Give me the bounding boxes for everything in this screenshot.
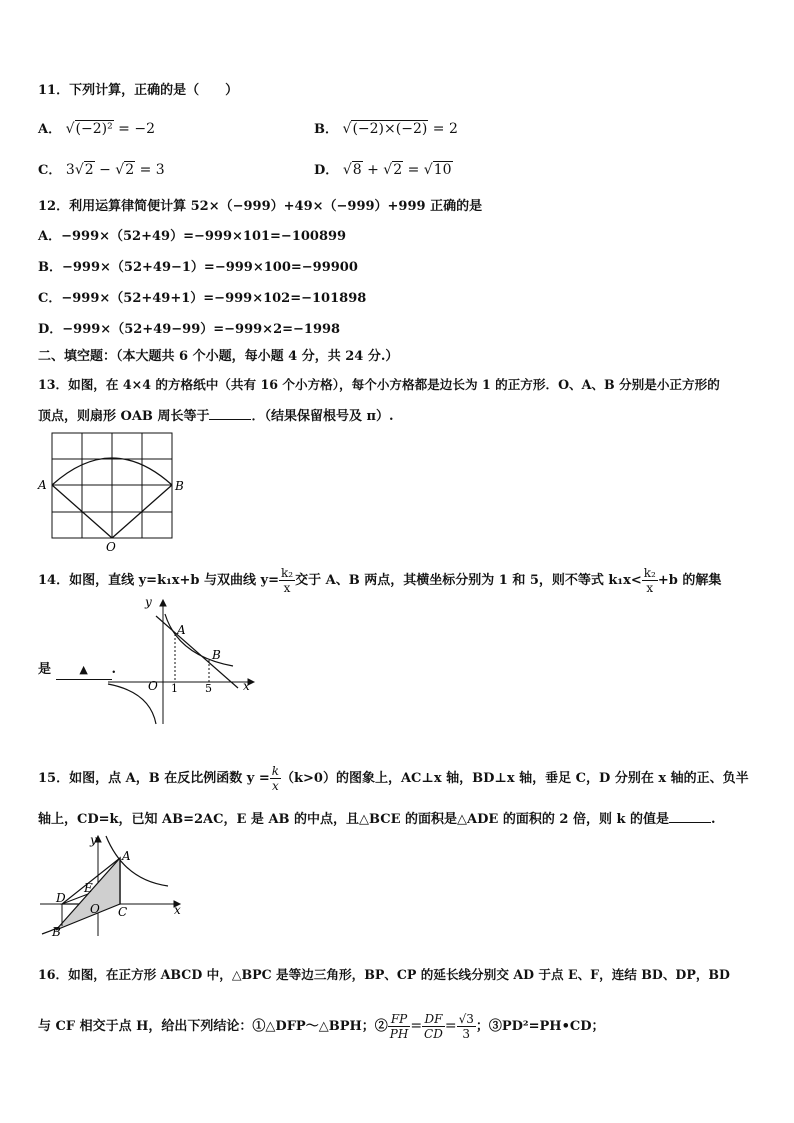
- label-x: x: [243, 679, 250, 693]
- label-b: B: [52, 925, 61, 939]
- fraction: [279, 566, 295, 595]
- line-ab: [156, 616, 238, 688]
- q16-line2: [38, 1012, 605, 1041]
- label-o: O: [106, 540, 116, 554]
- label-b: B: [175, 479, 184, 493]
- q11-option-d: D． √8 + √2 = √10: [314, 162, 452, 178]
- label-c: C: [118, 905, 128, 919]
- label-o: O: [148, 679, 158, 693]
- q11-option-a: A． √(−2)² = −2: [38, 121, 156, 137]
- q15-line2: [38, 810, 716, 829]
- numerator: k₂: [281, 566, 294, 580]
- q13-line1: 13．如图，在 4×4 的方格纸中（共有 16 个小方格），每个小方格都是边长为 1 的正方形．O、A、B 分别是小正方形的: [38, 377, 720, 392]
- q13-line2: [38, 407, 394, 426]
- q12-stem: 12．利用运算律简便计算 52×（−999）+49×（−999）+999 正确的是: [38, 199, 483, 214]
- op: =: [444, 1018, 457, 1034]
- denominator: x: [646, 581, 654, 595]
- op: −: [94, 162, 116, 178]
- q13-figure: [36, 428, 186, 554]
- q16-line1: 16．如图，在正方形 ABCD 中，△BPC 是等边三角形，BP、CP 的延长线分别交 AD 于点 E、F，连结 BD、DP，BD: [38, 967, 730, 982]
- section-heading: 二、填空题：（本大题共 6 个小题，每小题 4 分，共 24 分.）: [38, 349, 399, 364]
- fraction: [270, 764, 281, 793]
- denominator: x: [283, 581, 291, 595]
- label-e: E: [84, 881, 93, 895]
- option-label: C．: [38, 163, 62, 178]
- q14-figure: [100, 592, 260, 730]
- numerator: DF: [422, 1012, 445, 1027]
- label-d: D: [56, 891, 66, 905]
- label-a: A: [177, 623, 186, 637]
- tick-5: 5: [205, 682, 212, 695]
- numerator: k₂: [643, 566, 656, 580]
- label-y: y: [90, 833, 97, 847]
- text: 与 CF 相交于点 H，给出下列结论：①△DFP～△BPH；②: [38, 1019, 388, 1034]
- expr-rest: = 2: [428, 121, 458, 137]
- text: 交于 A、B 两点，其横坐标分别为 1 和 5，则不等式 k₁x<: [295, 573, 642, 588]
- q14-line1: [38, 566, 721, 595]
- denominator: CD: [424, 1027, 443, 1041]
- radicand: 2: [84, 162, 94, 178]
- label-y: y: [145, 595, 152, 609]
- tick-1: 1: [171, 682, 178, 695]
- fraction: [642, 566, 658, 595]
- expr-rest: = −2: [113, 121, 156, 137]
- q15-line1: [38, 764, 749, 793]
- radicand: 8: [352, 162, 362, 178]
- q12-option-c: C．−999×（52+49+1）=−999×102=−101898: [38, 291, 367, 306]
- denominator: PH: [389, 1027, 409, 1041]
- numerator: k: [271, 764, 279, 778]
- radicand: 2: [125, 162, 135, 178]
- label-a: A: [38, 478, 47, 492]
- numerator: FP: [388, 1012, 411, 1027]
- q12-option-a: A．−999×（52+49）=−999×101=−100899: [38, 229, 347, 244]
- radicand: 10: [433, 162, 452, 178]
- op: =: [403, 162, 424, 178]
- op: =: [410, 1018, 423, 1034]
- answer-blank: [209, 407, 251, 420]
- text: 是: [38, 662, 52, 677]
- label-o: O: [90, 902, 100, 916]
- option-label: D．: [314, 163, 339, 178]
- q11-option-b: B． √(−2)×(−2) = 2: [314, 121, 458, 137]
- text: .: [111, 662, 117, 677]
- option-label: A．: [38, 122, 62, 137]
- option-label: B．: [314, 122, 338, 137]
- text: .: [711, 812, 716, 827]
- text: 14．如图，直线 y=k₁x+b 与双曲线 y=: [38, 573, 279, 588]
- coef: 3: [65, 162, 75, 178]
- expr-rest: = 3: [135, 162, 165, 178]
- answer-marker: ▲: [56, 661, 112, 680]
- label-a: A: [122, 849, 131, 863]
- text: ；③PD²=PH•CD；: [475, 1019, 605, 1034]
- text: ．（结果保留根号及 π）.: [251, 409, 394, 424]
- text: 15．如图，点 A，B 在反比例函数 y =: [38, 771, 270, 786]
- q12-option-d: D．−999×（52+49−99）=−999×2=−1998: [38, 322, 341, 337]
- numerator: √3: [458, 1012, 474, 1026]
- label-b: B: [212, 648, 221, 662]
- radicand: (−2)²: [75, 121, 113, 137]
- q11-stem: 11．下列计算，正确的是（ ）: [38, 83, 239, 98]
- fraction: [422, 1012, 445, 1041]
- text: +b 的解集: [657, 573, 722, 588]
- denominator: 3: [462, 1027, 471, 1041]
- denominator: x: [271, 779, 279, 793]
- op: +: [362, 162, 384, 178]
- radicand: (−2)×(−2): [352, 121, 428, 137]
- label-x: x: [174, 903, 181, 917]
- answer-blank: [669, 810, 711, 823]
- q15-figure: [36, 832, 186, 940]
- fraction: [457, 1012, 476, 1041]
- fraction: [388, 1012, 411, 1041]
- text: （k>0）的图象上，AC⊥x 轴，BD⊥x 轴，垂足 C，D 分别在 x 轴的正、负半: [281, 771, 749, 786]
- q11-option-c: C． 3√2 − √2 = 3: [38, 162, 165, 178]
- q12-option-b: B．−999×（52+49−1）=−999×100=−99900: [38, 260, 358, 275]
- text: 顶点，则扇形 OAB 周长等于: [38, 409, 210, 424]
- y-arrow: [160, 600, 166, 606]
- radicand: 2: [393, 162, 403, 178]
- text: 轴上，CD=k，已知 AB=2AC，E 是 AB 的中点，且△BCE 的面积是△ADE 的面积的 2 倍，则 k 的值是: [38, 812, 670, 827]
